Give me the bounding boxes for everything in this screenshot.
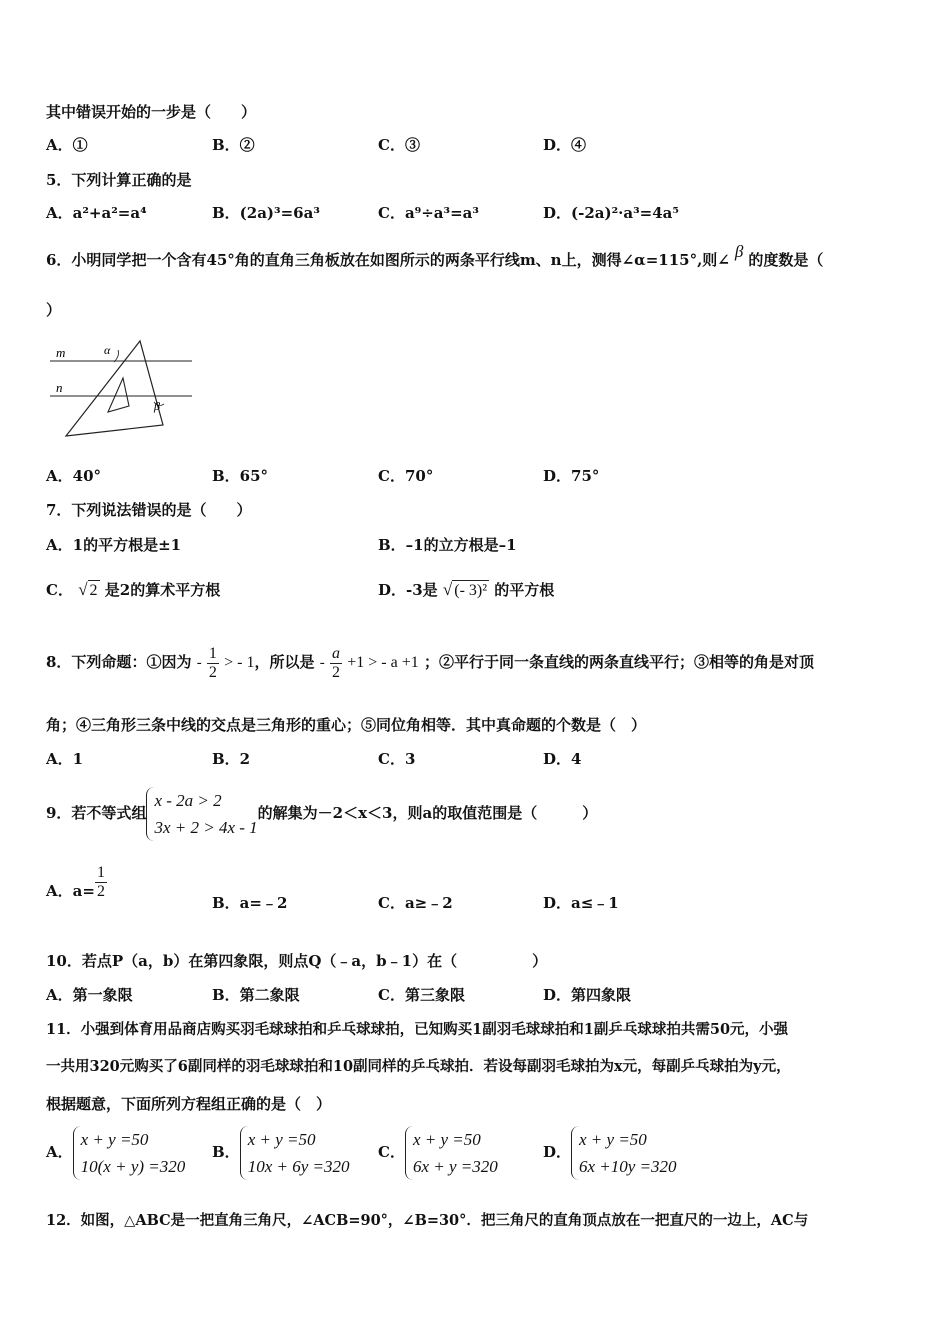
q8-stem-b: ；②平行于同一条直线的两条直线平行；③相等的角是对顶 bbox=[423, 653, 814, 671]
q11-option-a-label: A． bbox=[46, 1143, 73, 1161]
q12-stem: 12．如图，△ABC是一把直角三角尺，∠ACB=90°，∠B=30°．把三角尺的直角顶点放在一把直尺的一边上，AC与 bbox=[46, 1212, 809, 1229]
q4-option-d: D．④ bbox=[543, 136, 587, 154]
label-beta: β bbox=[154, 399, 160, 413]
label-alpha: α bbox=[104, 343, 111, 357]
q11-option-c-system: x + y =50 6x + y =320 bbox=[405, 1126, 498, 1180]
q8-line2: 角；④三角形三条中线的交点是三角形的重心；⑤同位角相等．其中真命题的个数是（ ） bbox=[46, 716, 647, 734]
q9-system: x - 2a > 2 3x + 2 > 4x - 1 bbox=[146, 787, 257, 841]
q10-stem: 10．若点P（a，b）在第四象限，则点Q（﹣a，b﹣1）在（ ） bbox=[46, 952, 548, 970]
q7-option-c-text: 是2的算术平方根 bbox=[104, 581, 221, 599]
q9-option-d: D．a≤﹣1 bbox=[543, 894, 619, 912]
q11-option-a-system: x + y =50 10(x + y) =320 bbox=[73, 1126, 186, 1180]
q8-ineq1: > - 1 bbox=[224, 654, 255, 671]
q5-option-b: B．(2a)³=6a³ bbox=[212, 204, 320, 222]
q9-option-b: B．a=﹣2 bbox=[212, 894, 288, 912]
q11-option-c bbox=[378, 1126, 498, 1180]
q7-sqrt2: 2 bbox=[89, 582, 98, 599]
q9-stem-b: 的解集为－2＜x＜3，则a的取值范围是（ ） bbox=[257, 804, 598, 822]
q6-stem bbox=[46, 242, 824, 270]
q8-stem: 8．下列命题：①因为 - $\frac{1}{2}$ > - 1，所以是 - $\frac{a}{2}$ +1 > - a +1 ；②平行于同一条直线的两条直线平行；③相等的角是对顶 bbox=[46, 644, 814, 681]
q6-stem-close: ） bbox=[46, 301, 62, 319]
q8-ineq2: +1 > - a +1 bbox=[347, 654, 419, 671]
q5-option-a: A．a²+a²=a⁴ bbox=[46, 204, 147, 222]
q11-option-a bbox=[46, 1126, 185, 1180]
q8-option-b: B．2 bbox=[212, 750, 251, 768]
q4-option-b: B．② bbox=[212, 136, 255, 154]
q11-option-d-system: x + y =50 6x +10y =320 bbox=[571, 1126, 677, 1180]
q4-option-c: C．③ bbox=[378, 136, 420, 154]
q4-tail-stem: 其中错误开始的一步是（ ） bbox=[46, 103, 257, 121]
q9-stem bbox=[46, 783, 597, 843]
q8-frac1: $\frac{1}{2}$ bbox=[208, 644, 217, 681]
q5-stem: 5．下列计算正确的是 bbox=[46, 171, 192, 189]
q10-option-a: A．第一象限 bbox=[46, 986, 133, 1004]
q9-stem-a: 9．若不等式组 bbox=[46, 804, 147, 822]
label-m: m bbox=[56, 345, 66, 360]
q4-option-a: A．① bbox=[46, 136, 88, 154]
q6-beta: β bbox=[734, 242, 744, 261]
q9-option-a bbox=[46, 863, 107, 914]
q7-sqrt-expr: (- 3)² bbox=[454, 582, 488, 599]
label-n: n bbox=[56, 380, 63, 395]
q9-option-a-label: A．a= bbox=[46, 882, 95, 900]
q6-option-b: B．65° bbox=[212, 467, 269, 485]
triangle-inner bbox=[108, 378, 129, 412]
q10-option-d: D．第四象限 bbox=[543, 986, 632, 1004]
q9-option-c: C．a≥﹣2 bbox=[378, 894, 453, 912]
q6-figure bbox=[46, 338, 196, 443]
q7-option-c: C． √ 2 是2的算术平方根 bbox=[46, 580, 221, 599]
q11-option-c-label: C． bbox=[378, 1143, 405, 1161]
q5-option-d: D．(-2a)²·a³=4a⁵ bbox=[543, 204, 679, 222]
q11-option-b bbox=[212, 1126, 349, 1180]
q6-option-c: C．70° bbox=[378, 467, 434, 485]
q6-stem-b: 的度数是（ bbox=[748, 251, 824, 269]
triangle-outer bbox=[66, 341, 163, 436]
q6-stem-a: 6．小明同学把一个含有45°角的直角三角板放在如图所示的两条平行线m、n上，测得∠α=115°,则∠ bbox=[46, 251, 730, 269]
q7-option-d-text: 的平方根 bbox=[494, 581, 555, 599]
q8-option-c: C．3 bbox=[378, 750, 416, 768]
q11-option-d-label: D． bbox=[543, 1143, 572, 1161]
q8-option-d: D．4 bbox=[543, 750, 582, 768]
q10-option-c: C．第三象限 bbox=[378, 986, 465, 1004]
q8-stem-a: 8．下列命题：①因为 bbox=[46, 653, 192, 671]
q8-frac2: $\frac{a}{2}$ bbox=[332, 644, 340, 681]
q7-option-c-label: C． bbox=[46, 581, 73, 599]
q11-line1: 11．小强到体育用品商店购买羽毛球球拍和乒乓球球拍，已知购买1副羽毛球球拍和1副乒乓球球拍共需50元，小强 bbox=[46, 1021, 789, 1038]
q6-option-a: A．40° bbox=[46, 467, 102, 485]
q7-option-d-label: D．-3是 bbox=[378, 581, 438, 599]
q7-option-b: B．–1的立方根是–1 bbox=[378, 536, 517, 554]
q8-mid: ，所以是 bbox=[254, 653, 315, 671]
q11-line2: 一共用320元购买了6副同样的羽毛球球拍和10副同样的乒乓球拍．若设每副羽毛球拍为x元，每副乒乓球拍为y元， bbox=[46, 1058, 791, 1075]
q6-option-d: D．75° bbox=[543, 467, 600, 485]
q11-option-b-system: x + y =50 10x + 6y =320 bbox=[240, 1126, 350, 1180]
alpha-arc bbox=[114, 350, 119, 362]
q7-stem: 7．下列说法错误的是（ ） bbox=[46, 501, 252, 519]
q11-option-d bbox=[543, 1126, 677, 1180]
q9-option-a-frac: $\frac{1}{2}$ bbox=[96, 863, 105, 900]
q5-option-c: C．a⁹÷a³=a³ bbox=[378, 204, 479, 222]
q7-option-d: D．-3是 √ (- 3)² 的平方根 bbox=[378, 580, 555, 599]
q11-option-b-label: B． bbox=[212, 1143, 240, 1161]
q11-line3: 根据题意，下面所列方程组正确的是（ ） bbox=[46, 1095, 332, 1113]
q7-option-a: A．1的平方根是±1 bbox=[46, 536, 182, 554]
q8-option-a: A．1 bbox=[46, 750, 84, 768]
q10-option-b: B．第二象限 bbox=[212, 986, 300, 1004]
